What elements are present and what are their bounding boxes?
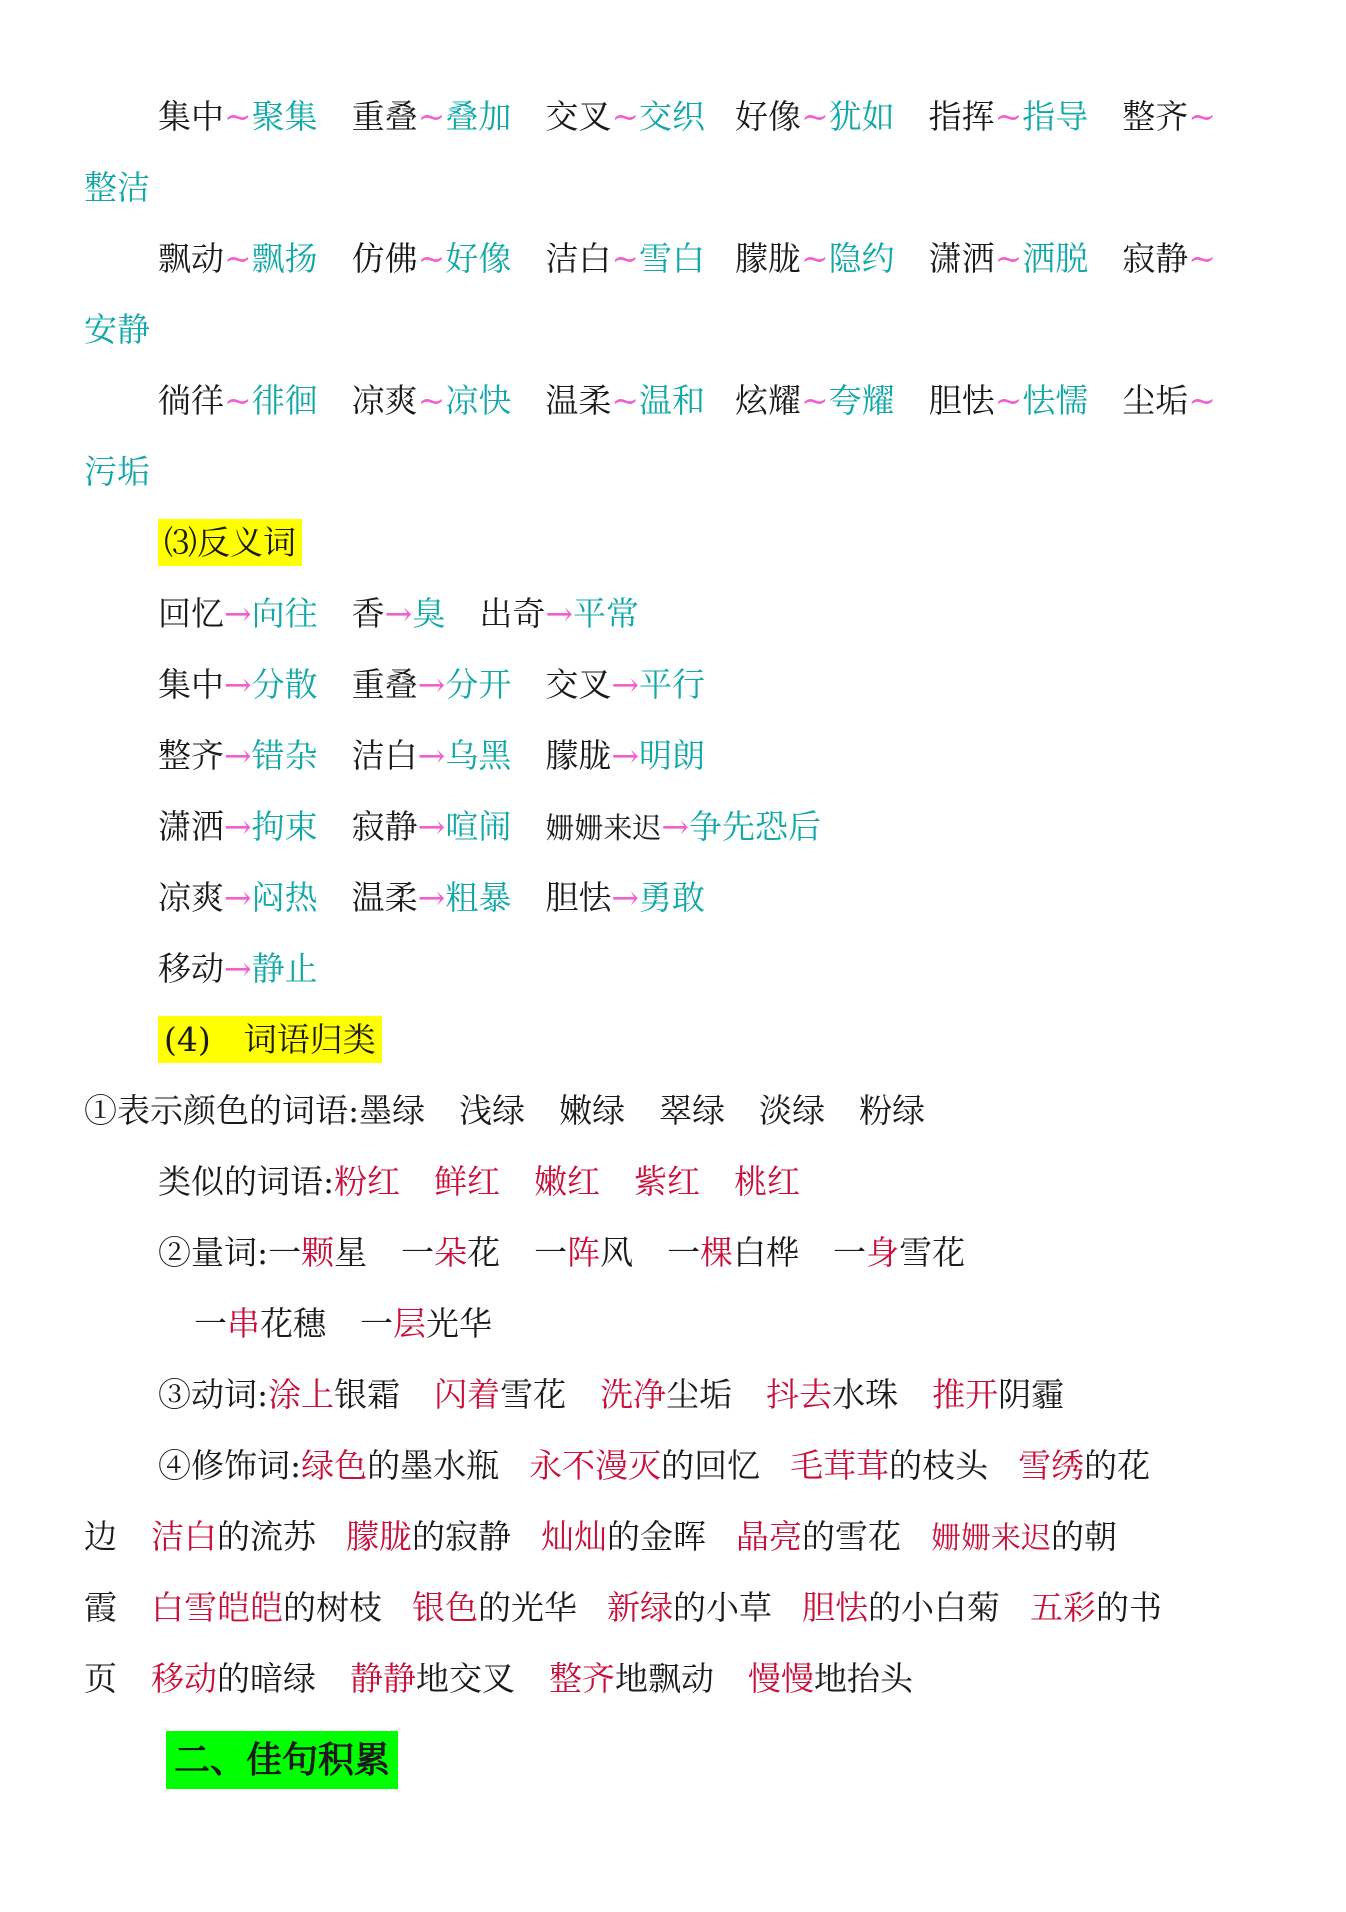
- color-word: 嫩绿: [559, 1091, 626, 1130]
- tilde: ~: [417, 97, 446, 136]
- similar-word: 嫩红: [534, 1162, 601, 1201]
- arrow: →: [224, 949, 252, 988]
- tilde: ~: [994, 381, 1023, 420]
- tilde: ~: [417, 239, 446, 278]
- antonym: 闷热: [251, 878, 318, 917]
- synonym: 雪白: [638, 239, 705, 278]
- modified-phrase: 地抬头: [814, 1659, 913, 1698]
- synonym: 飘扬: [251, 239, 318, 278]
- synonym: 怯懦: [1022, 381, 1089, 420]
- arrow: →: [417, 665, 446, 704]
- modified-phrase: 的墨水瓶: [367, 1446, 500, 1485]
- measure-word: 棵: [700, 1233, 734, 1272]
- synonym: 叠加: [445, 97, 512, 136]
- verbs-label: ③动词:: [158, 1375, 269, 1414]
- color-word: 淡绿: [759, 1091, 826, 1130]
- arrow: →: [661, 807, 689, 846]
- word: 胆怯: [928, 381, 995, 420]
- synonym: 温和: [638, 381, 705, 420]
- modifier: 绿色: [301, 1446, 368, 1485]
- similar-word: 紫红: [634, 1162, 701, 1201]
- measure-post: 花: [467, 1233, 501, 1272]
- word: 交叉: [545, 665, 612, 704]
- section-heading: 二、佳句积累: [166, 1731, 398, 1789]
- similar-row: [158, 1160, 800, 1204]
- verb: 抖去: [766, 1375, 833, 1414]
- modifier: 银色: [412, 1588, 478, 1627]
- word: 回忆: [158, 594, 224, 633]
- modified-phrase: 的书: [1096, 1588, 1162, 1627]
- arrow: →: [224, 807, 252, 846]
- modifier: 新绿: [607, 1588, 673, 1627]
- modified-phrase: 的回忆: [661, 1446, 761, 1485]
- word: 好像: [734, 97, 801, 136]
- modified-phrase: 的小白菊: [868, 1588, 1000, 1627]
- measure-word: 朵: [434, 1233, 468, 1272]
- modifier: 移动: [151, 1659, 217, 1698]
- measure-post: 星: [334, 1233, 368, 1272]
- word: 凉爽: [351, 381, 418, 420]
- similar-word: 鲜红: [434, 1162, 501, 1201]
- tilde: ~: [994, 97, 1023, 136]
- modified-phrase: 的金晖: [607, 1517, 706, 1556]
- antonym: 向往: [251, 594, 318, 633]
- modifier: 洁白: [151, 1517, 217, 1556]
- section-heading: ⑶反义词: [158, 519, 302, 566]
- antonym: 静止: [251, 949, 318, 988]
- measure-pre: 一: [194, 1304, 227, 1343]
- verb: 涂上: [268, 1375, 335, 1414]
- word: 重叠: [351, 665, 418, 704]
- synonym-row-1: [158, 95, 1216, 139]
- verbs-row: [158, 1373, 1064, 1417]
- measure-word: 串: [227, 1304, 260, 1343]
- tilde: ~: [1188, 97, 1216, 136]
- measure-word: 颗: [301, 1233, 335, 1272]
- word: 仿佛: [351, 239, 418, 278]
- modified-phrase: 的流苏: [217, 1517, 316, 1556]
- modified-phrase: 的小草: [673, 1588, 772, 1627]
- modified-phrase: 的枝头: [889, 1446, 989, 1485]
- word: 炫耀: [734, 381, 801, 420]
- color-word: 浅绿: [459, 1091, 526, 1130]
- colors-label: ①表示颜色的词语:: [84, 1091, 360, 1130]
- word: 姗姗来迟: [545, 811, 662, 845]
- tilde: ~: [994, 239, 1023, 278]
- verb: 推开: [932, 1375, 999, 1414]
- antonym: 平行: [638, 665, 705, 704]
- arrow: →: [611, 878, 639, 917]
- antonym: 错杂: [251, 736, 318, 775]
- word: 出奇: [479, 594, 546, 633]
- tilde: ~: [800, 381, 829, 420]
- tilde: ~: [611, 381, 639, 420]
- modifier: 静静: [350, 1659, 416, 1698]
- antonym: 分散: [251, 665, 318, 704]
- tilde: ~: [800, 239, 829, 278]
- modifier: 雪绣: [1018, 1446, 1085, 1485]
- synonym: 指导: [1022, 97, 1089, 136]
- antonym: 乌黑: [445, 736, 512, 775]
- word: 整齐: [158, 736, 224, 775]
- synonym: 隐约: [828, 239, 895, 278]
- antonym-row-4: [158, 805, 821, 849]
- wrap-char: 霞: [84, 1588, 117, 1627]
- verb-object: 雪花: [500, 1375, 567, 1414]
- modifier: 白雪皑皑: [151, 1588, 283, 1627]
- synonym-row-2: [158, 237, 1216, 281]
- arrow: →: [384, 594, 413, 633]
- modifier: 灿灿: [541, 1517, 607, 1556]
- tilde: ~: [417, 381, 446, 420]
- verb-object: 尘垢: [666, 1375, 733, 1414]
- word: 朦胧: [545, 736, 612, 775]
- antonym: 平常: [572, 594, 639, 633]
- verb: 洗净: [600, 1375, 667, 1414]
- arrow: →: [611, 736, 639, 775]
- measure-post: 风: [600, 1233, 634, 1272]
- word: 集中: [158, 97, 224, 136]
- arrow: →: [417, 878, 446, 917]
- synonym: 交织: [638, 97, 705, 136]
- measure-post: 光华: [426, 1304, 492, 1343]
- measure-word: 阵: [567, 1233, 601, 1272]
- word: 潇洒: [158, 807, 224, 846]
- arrow: →: [224, 594, 252, 633]
- measure-pre: 一: [667, 1233, 701, 1272]
- synonym: 犹如: [828, 97, 895, 136]
- word: 温柔: [351, 878, 418, 917]
- antonym: 勇敢: [638, 878, 705, 917]
- similar-word: 粉红: [334, 1162, 401, 1201]
- color-word: 翠绿: [659, 1091, 726, 1130]
- measure-word: 层: [393, 1304, 426, 1343]
- modified-phrase: 的花: [1084, 1446, 1151, 1485]
- modified-phrase: 的树枝: [283, 1588, 382, 1627]
- antonym-row-5: [158, 876, 705, 920]
- tilde: ~: [611, 97, 639, 136]
- synonym: 整洁: [84, 168, 150, 207]
- synonym-row-1-wrap: [84, 166, 150, 210]
- synonym: 污垢: [84, 452, 150, 491]
- word: 集中: [158, 665, 224, 704]
- modifier-row-2: [84, 1515, 1117, 1559]
- word: 胆怯: [545, 878, 612, 917]
- tilde: ~: [1188, 239, 1216, 278]
- synonym-row-3-wrap: [84, 450, 150, 494]
- synonym: 安静: [84, 310, 150, 349]
- wrap-char: 边: [84, 1517, 117, 1556]
- word: 洁白: [351, 736, 418, 775]
- antonym-row-2: [158, 663, 705, 707]
- word: 移动: [158, 949, 224, 988]
- similar-label: 类似的词语:: [158, 1162, 335, 1201]
- arrow: →: [417, 736, 446, 775]
- modifier: 毛茸茸: [790, 1446, 890, 1485]
- antonym: 争先恐后: [688, 807, 821, 846]
- synonym: 好像: [445, 239, 512, 278]
- modifier-row-3: [84, 1586, 1162, 1630]
- word: 寂静: [351, 807, 418, 846]
- measure-word: 身: [866, 1233, 900, 1272]
- antonym: 臭: [412, 594, 446, 633]
- measure-pre: 一: [401, 1233, 435, 1272]
- section-2-heading: [166, 1734, 398, 1786]
- section-heading: (4) 词语归类: [158, 1016, 382, 1063]
- word: 凉爽: [158, 878, 224, 917]
- arrow: →: [224, 665, 252, 704]
- modifier-row-4: [84, 1657, 913, 1701]
- modifier: 永不漫灭: [529, 1446, 662, 1485]
- modifier: 朦胧: [346, 1517, 412, 1556]
- tilde: ~: [224, 381, 252, 420]
- modified-phrase: 的雪花: [802, 1517, 901, 1556]
- word: 朦胧: [734, 239, 801, 278]
- modifier: 晶亮: [736, 1517, 802, 1556]
- tilde: ~: [611, 239, 639, 278]
- synonym: 徘徊: [251, 381, 318, 420]
- synonym: 夸耀: [828, 381, 895, 420]
- tilde: ~: [224, 239, 252, 278]
- measure-row-2: [194, 1302, 492, 1346]
- antonym: 喧闹: [445, 807, 512, 846]
- measure-pre: 一: [534, 1233, 568, 1272]
- modifier: 慢慢: [748, 1659, 814, 1698]
- verb: 闪着: [434, 1375, 501, 1414]
- antonyms-heading: [158, 521, 302, 565]
- verb-object: 银霜: [334, 1375, 401, 1414]
- color-word: 墨绿: [359, 1091, 426, 1130]
- arrow: →: [417, 807, 446, 846]
- arrow: →: [224, 878, 252, 917]
- modifier-row-1: [158, 1444, 1150, 1488]
- synonym: 凉快: [445, 381, 512, 420]
- word: 寂静: [1122, 239, 1189, 278]
- antonym-row-6: [158, 947, 318, 991]
- word: 潇洒: [928, 239, 995, 278]
- colors-row: [84, 1089, 925, 1133]
- arrow: →: [611, 665, 639, 704]
- measure-post: 花穗: [260, 1304, 326, 1343]
- measure-pre: 一: [268, 1233, 302, 1272]
- modifier: 五彩: [1030, 1588, 1096, 1627]
- measure-post: 白桦: [733, 1233, 800, 1272]
- word: 重叠: [351, 97, 418, 136]
- word: 香: [351, 594, 385, 633]
- arrow: →: [224, 736, 252, 775]
- synonym: 洒脱: [1022, 239, 1089, 278]
- modified-phrase: 地飘动: [615, 1659, 714, 1698]
- antonym: 分开: [445, 665, 512, 704]
- verb-object: 水珠: [832, 1375, 899, 1414]
- arrow: →: [545, 594, 573, 633]
- verb-object: 阴霾: [998, 1375, 1065, 1414]
- word: 交叉: [545, 97, 612, 136]
- measure-row-1: [158, 1231, 965, 1275]
- tilde: ~: [1188, 381, 1216, 420]
- synonym: 聚集: [251, 97, 318, 136]
- classify-heading: [158, 1018, 382, 1062]
- modified-phrase: 地交叉: [416, 1659, 515, 1698]
- antonym: 明朗: [638, 736, 705, 775]
- wrap-char: 页: [84, 1659, 117, 1698]
- color-word: 粉绿: [859, 1091, 926, 1130]
- word: 飘动: [158, 239, 224, 278]
- antonym-row-1: [158, 592, 639, 636]
- measure-post: 雪花: [899, 1233, 966, 1272]
- modifier: 胆怯: [802, 1588, 868, 1627]
- measure-label: ②量词:: [158, 1233, 269, 1272]
- measure-pre: 一: [360, 1304, 393, 1343]
- tilde: ~: [224, 97, 252, 136]
- tilde: ~: [800, 97, 829, 136]
- word: 指挥: [928, 97, 995, 136]
- synonym-row-2-wrap: [84, 308, 150, 352]
- modified-phrase: 的寂静: [412, 1517, 511, 1556]
- modifier: 整齐: [549, 1659, 615, 1698]
- word: 洁白: [545, 239, 612, 278]
- antonym: 粗暴: [445, 878, 512, 917]
- modifier: 姗姗来迟: [931, 1521, 1051, 1556]
- antonym: 拘束: [251, 807, 318, 846]
- word: 徜徉: [158, 381, 224, 420]
- word: 整齐: [1122, 97, 1189, 136]
- measure-pre: 一: [833, 1233, 867, 1272]
- word: 温柔: [545, 381, 612, 420]
- modifier-label: ④修饰词:: [158, 1446, 302, 1485]
- modified-phrase: 的光华: [478, 1588, 577, 1627]
- similar-word: 桃红: [734, 1162, 801, 1201]
- word: 尘垢: [1122, 381, 1189, 420]
- modified-phrase: 的朝: [1051, 1517, 1117, 1556]
- synonym-row-3: [158, 379, 1216, 423]
- modified-phrase: 的暗绿: [217, 1659, 316, 1698]
- antonym-row-3: [158, 734, 705, 778]
